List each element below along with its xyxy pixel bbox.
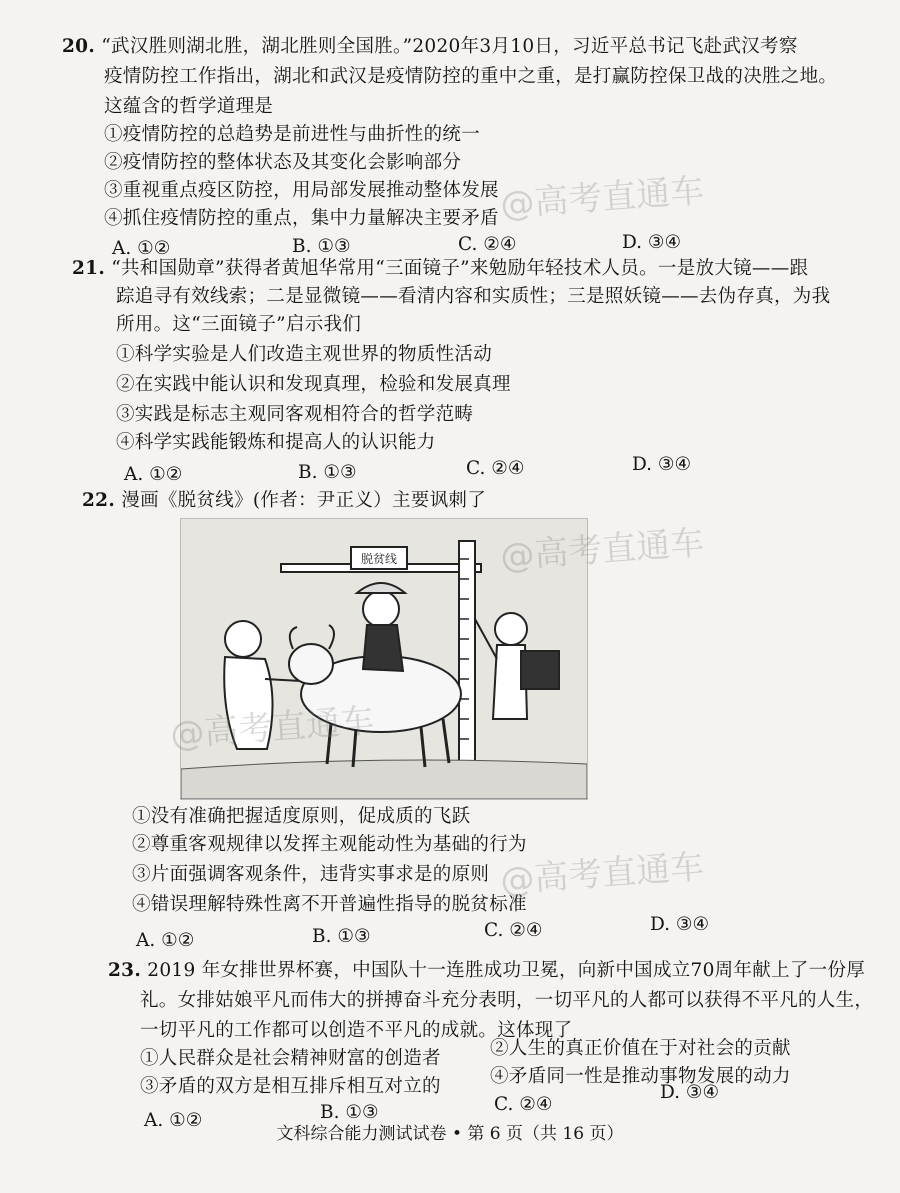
page-footer: 文科综合能力测试试卷 • 第 6 页（共 16 页）: [276, 1124, 624, 1144]
watermark: @高考直通车: [499, 522, 706, 578]
watermark: @高考直通车: [169, 700, 376, 756]
question-stem-line: 礼。女排姑娘平凡而伟大的拼搏奋斗充分表明，一切平凡的人都可以获得不平凡的人生，: [140, 990, 874, 1011]
statement-item: ③片面强调客观条件，违背实事求是的原则: [132, 864, 490, 885]
statement-item: ④科学实践能锻炼和提高人的认识能力: [116, 432, 436, 453]
statement-item: ①人民群众是社会精神财富的创造者: [140, 1048, 441, 1069]
choice-b: B. ①③: [292, 236, 351, 257]
choice-a: A. ①②: [124, 464, 183, 485]
choice-a: A. ①②: [136, 930, 195, 951]
choice-d: D. ③④: [632, 454, 692, 475]
statement-item: ③矛盾的双方是相互排斥相互对立的: [140, 1076, 441, 1097]
measuring-post: [459, 541, 475, 771]
choice-d: D. ③④: [660, 1082, 720, 1103]
question-stem-line: 这蕴含的哲学道理是: [104, 96, 274, 117]
choice-b: B. ①③: [320, 1102, 379, 1123]
sign-label: 脱贫线: [360, 552, 398, 566]
choice-b: B. ①③: [298, 462, 357, 483]
statement-item: ④错误理解特殊性离不开普遍性指导的脱贫标准: [132, 894, 527, 915]
choice-c: C. ②④: [494, 1094, 553, 1115]
choice-d: D. ③④: [650, 914, 710, 935]
question-number: 22.: [82, 490, 116, 511]
question-stem-line: “武汉胜则湖北胜，湖北胜则全国胜。”2020年3月10日，习近平总书记飞赴武汉考察: [101, 36, 798, 57]
statement-item: ②尊重客观规律以发挥主观能动性为基础的行为: [132, 834, 527, 855]
choice-d: D. ③④: [622, 232, 682, 253]
question-stem-line: 2019 年女排世界杯赛，中国队十一连胜成功卫冕，向新中国成立70周年献上了一份厚: [147, 960, 866, 981]
choice-a: A. ①②: [112, 238, 171, 259]
choice-c: C. ②④: [484, 920, 543, 941]
question-stem-line: 所用。这“三面镜子”启示我们: [116, 314, 362, 335]
question-stem-line: 疫情防控工作指出，湖北和武汉是疫情防控的重中之重，是打赢防控保卫战的决胜之地。: [104, 66, 838, 87]
choice-a: A. ①②: [144, 1110, 203, 1131]
question-number: 23.: [108, 960, 142, 981]
choice-b: B. ①③: [312, 926, 371, 947]
statement-item: ②在实践中能认识和发现真理，检验和发展真理: [116, 374, 511, 395]
question-stem-line: 漫画《脱贫线》(作者：尹正义）主要讽刺了: [121, 490, 487, 511]
statement-item: ①疫情防控的总趋势是前进性与曲折性的统一: [104, 124, 481, 145]
statement-item: ②人生的真正价值在于对社会的贡献: [490, 1038, 791, 1059]
question-stem-line: “共和国勋章”获得者黄旭华常用“三面镜子”来勉励年轻技术人员。一是放大镜——跟: [111, 258, 809, 279]
question-number: 20.: [62, 36, 96, 57]
question-stem-line: 踪追寻有效线索；二是显微镜——看清内容和实质性；三是照妖镜——去伪存真，为我: [116, 286, 831, 307]
choice-c: C. ②④: [458, 234, 517, 255]
statement-item: ④抓住疫情防控的重点，集中力量解决主要矛盾: [104, 208, 499, 229]
watermark: @高考直通车: [499, 170, 706, 226]
choice-c: C. ②④: [466, 458, 525, 479]
statement-item: ①没有准确把握适度原则，促成质的飞跃: [132, 806, 471, 827]
statement-item: ①科学实验是人们改造主观世界的物质性活动: [116, 344, 493, 365]
question-stem-line: 一切平凡的工作都可以创造不平凡的成就。这体现了: [140, 1020, 573, 1041]
question-number: 21.: [72, 258, 106, 279]
statement-item: ④矛盾同一性是推动事物发展的动力: [490, 1066, 791, 1087]
statement-item: ②疫情防控的整体状态及其变化会影响部分: [104, 152, 462, 173]
statement-item: ③实践是标志主观同客观相符合的哲学范畴: [116, 404, 474, 425]
statement-item: ③重视重点疫区防控，用局部发展推动整体发展: [104, 180, 499, 201]
watermark: @高考直通车: [499, 846, 706, 902]
